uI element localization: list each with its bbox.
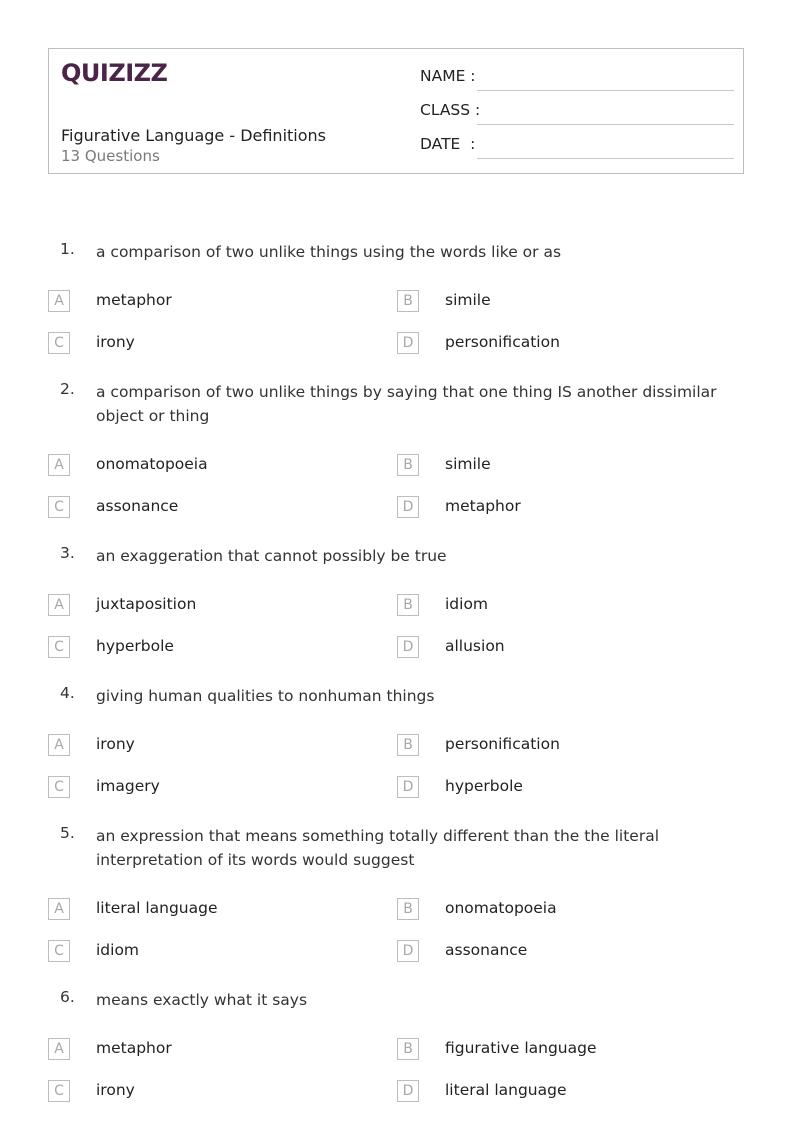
question-number: 2. [60,380,75,398]
name-field[interactable] [420,67,734,91]
option-letter-box: A [48,734,70,756]
date-line[interactable] [477,158,734,159]
name-label: NAME : [420,67,476,85]
option-letter-box: D [397,332,419,354]
quizizz-logo: QUIZIZZ [61,59,168,87]
option-letter-box: A [48,898,70,920]
option-letter-box: A [48,290,70,312]
question-number: 6. [60,988,75,1006]
option-text: metaphor [96,291,172,309]
option-text: simile [445,291,491,309]
question-text: an exaggeration that cannot possibly be true [96,547,447,565]
option-letter-box: C [48,776,70,798]
option-text: idiom [445,595,489,613]
option-text: allusion [445,637,505,655]
option-text: hyperbole [445,777,523,795]
option-letter-box: D [397,776,419,798]
option-text: irony [96,735,135,753]
option-letter-box: A [48,1038,70,1060]
option-text: irony [96,333,135,351]
worksheet-title: Figurative Language - Definitions [61,126,326,145]
question-text: means exactly what it says [96,991,308,1009]
worksheet-header [48,48,744,174]
question-number: 3. [60,544,75,562]
option-text: assonance [445,941,528,959]
option-letter-box: A [48,454,70,476]
date-field[interactable] [420,135,734,159]
option-text: literal language [96,899,218,917]
option-text: juxtaposition [96,595,197,613]
question-count: 13 Questions [61,147,160,165]
option-text: personification [445,735,560,753]
option-letter-box: D [397,496,419,518]
option-text: assonance [96,497,179,515]
option-text: simile [445,455,491,473]
option-letter-box: B [397,1038,419,1060]
question-text: a comparison of two unlike things using the words like or as [96,243,562,261]
option-letter-box: B [397,454,419,476]
option-text: idiom [96,941,140,959]
option-text: onomatopoeia [96,455,208,473]
class-field[interactable] [420,101,734,125]
option-letter-box: D [397,1080,419,1102]
option-text: imagery [96,777,160,795]
option-text: irony [96,1081,135,1099]
option-letter-box: C [48,332,70,354]
option-letter-box: B [397,898,419,920]
date-label: DATE : [420,135,476,153]
option-letter-box: C [48,940,70,962]
name-line[interactable] [477,90,734,91]
option-letter-box: D [397,636,419,658]
option-text: personification [445,333,560,351]
option-text: literal language [445,1081,567,1099]
option-letter-box: C [48,1080,70,1102]
option-text: onomatopoeia [445,899,557,917]
question-text: an expression that means something totally different than the the literal interpretation of its words would suggest [96,827,660,869]
option-letter-box: A [48,594,70,616]
question-number: 5. [60,824,75,842]
option-letter-box: B [397,734,419,756]
option-text: figurative language [445,1039,597,1057]
option-text: hyperbole [96,637,174,655]
option-text: metaphor [445,497,521,515]
question-number: 1. [60,240,75,258]
question-text: giving human qualities to nonhuman things [96,687,435,705]
question-number: 4. [60,684,75,702]
class-line[interactable] [477,124,734,125]
option-letter-box: B [397,290,419,312]
question-text: a comparison of two unlike things by saying that one thing IS another dissimilar object or thing [96,383,717,425]
class-label: CLASS : [420,101,481,119]
option-letter-box: C [48,636,70,658]
option-letter-box: B [397,594,419,616]
option-letter-box: C [48,496,70,518]
option-letter-box: D [397,940,419,962]
option-text: metaphor [96,1039,172,1057]
